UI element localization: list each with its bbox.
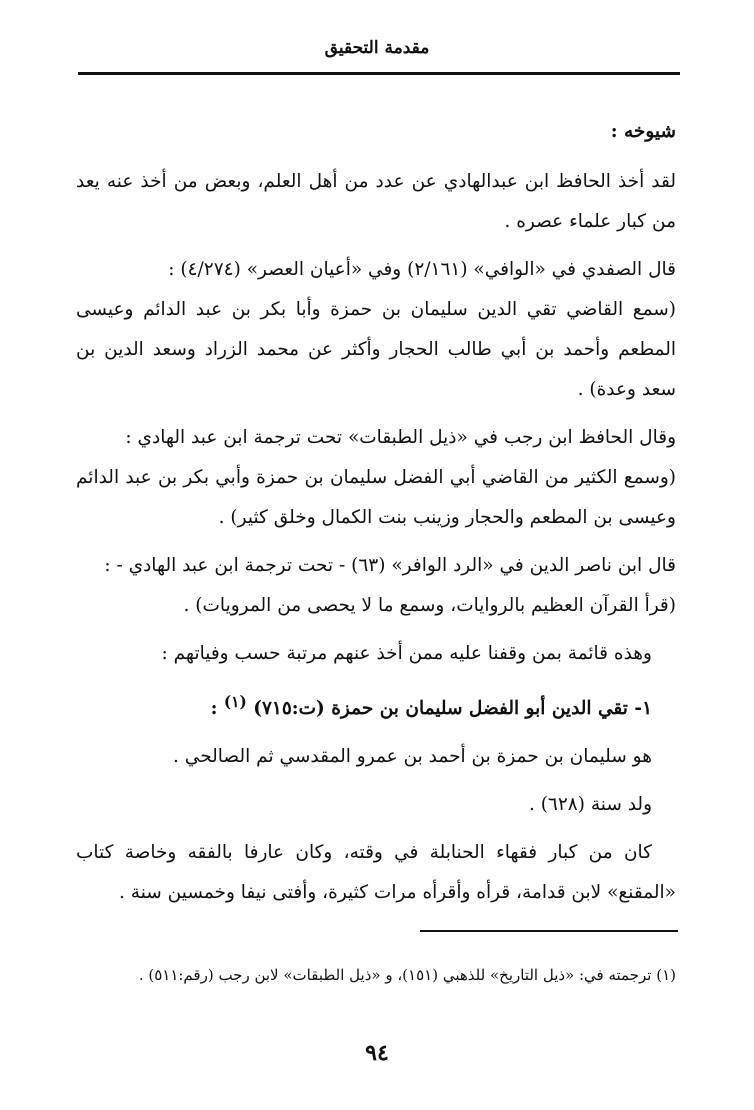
- entry-heading: [76, 682, 676, 729]
- quote-block-ibn-nasir: [76, 546, 676, 626]
- entry-line-bio: كان من كبار فقهاء الحنابلة في وقته، وكان عارفا بالفقه وخاصة كتاب «المقنع» لابن قدامة، قرأه وأقرأه مرات كثيرة، وأفتى نيفا وخمسين سنة .: [76, 842, 676, 904]
- entry-line-name: هو سليمان بن حمزة بن أحمد بن عمرو المقدسي ثم الصالحي .: [173, 746, 652, 768]
- entry-heading-suffix: :: [210, 698, 218, 720]
- quote-lead: قال ابن ناصر الدين في «الرد الوافر» (٦٣) - تحت ترجمة ابن عبد الهادي - :: [104, 555, 676, 576]
- intro-paragraph: لقد أخذ الحافظ ابن عبدالهادي عن عدد من أهل العلم، وبعض من أخذ عنه يعد من كبار علماء عصره .: [76, 171, 676, 232]
- list-intro: وهذه قائمة بمن وقفنا عليه ممن أخذ عنهم مرتبة حسب وفياتهم :: [161, 643, 652, 664]
- main-text: [76, 112, 676, 921]
- quote-lead: قال الصفدي في «الوافي» (٢/١٦١) وفي «أعيان العصر» (٤/٢٧٤) :: [168, 259, 676, 280]
- quote-text: (وسمع الكثير من القاضي أبي الفضل سليمان بن حمزة وأبي بكر بن عبد الدائم وعيسى بن المطعم والحجار وزينب بنت الكمال وخلق كثير) .: [76, 467, 676, 528]
- footnote: (١) ترجمته في: «ذيل التاريخ» للذهبي (١٥١)، و «ذيل الطبقات» لابن رجب (رقم:٥١١) .: [138, 966, 676, 984]
- quote-block-ibn-rajab: [76, 418, 676, 538]
- page-number: ٩٤: [365, 1040, 389, 1066]
- quote-block-safadi: [76, 250, 676, 410]
- entry-heading-text: ١- تقي الدين أبو الفضل سليمان بن حمزة (ت:٧١٥): [253, 698, 652, 720]
- footnote-marker[interactable]: (١): [223, 693, 247, 711]
- quote-text: (سمع القاضي تقي الدين سليمان بن حمزة وأبا بكر بن عبد الدائم وعيسى المطعم وأحمد بن أبي طالب الحجار وأكثر عن محمد الزراد وسعد الدين بن سعد وعدة) .: [76, 299, 676, 400]
- section-title: شيوخه :: [610, 121, 676, 142]
- entry-line-birth: ولد سنة (٦٢٨) .: [528, 794, 652, 816]
- header-rule: [78, 72, 680, 75]
- quote-text: (قرأ القرآن العظيم بالروايات، وسمع ما لا يحصى من المرويات) .: [183, 595, 676, 616]
- footnote-rule: [420, 930, 678, 932]
- quote-lead: وقال الحافظ ابن رجب في «ذيل الطبقات» تحت ترجمة ابن عبد الهادي :: [125, 427, 676, 448]
- running-header: مقدمة التحقيق: [324, 38, 430, 58]
